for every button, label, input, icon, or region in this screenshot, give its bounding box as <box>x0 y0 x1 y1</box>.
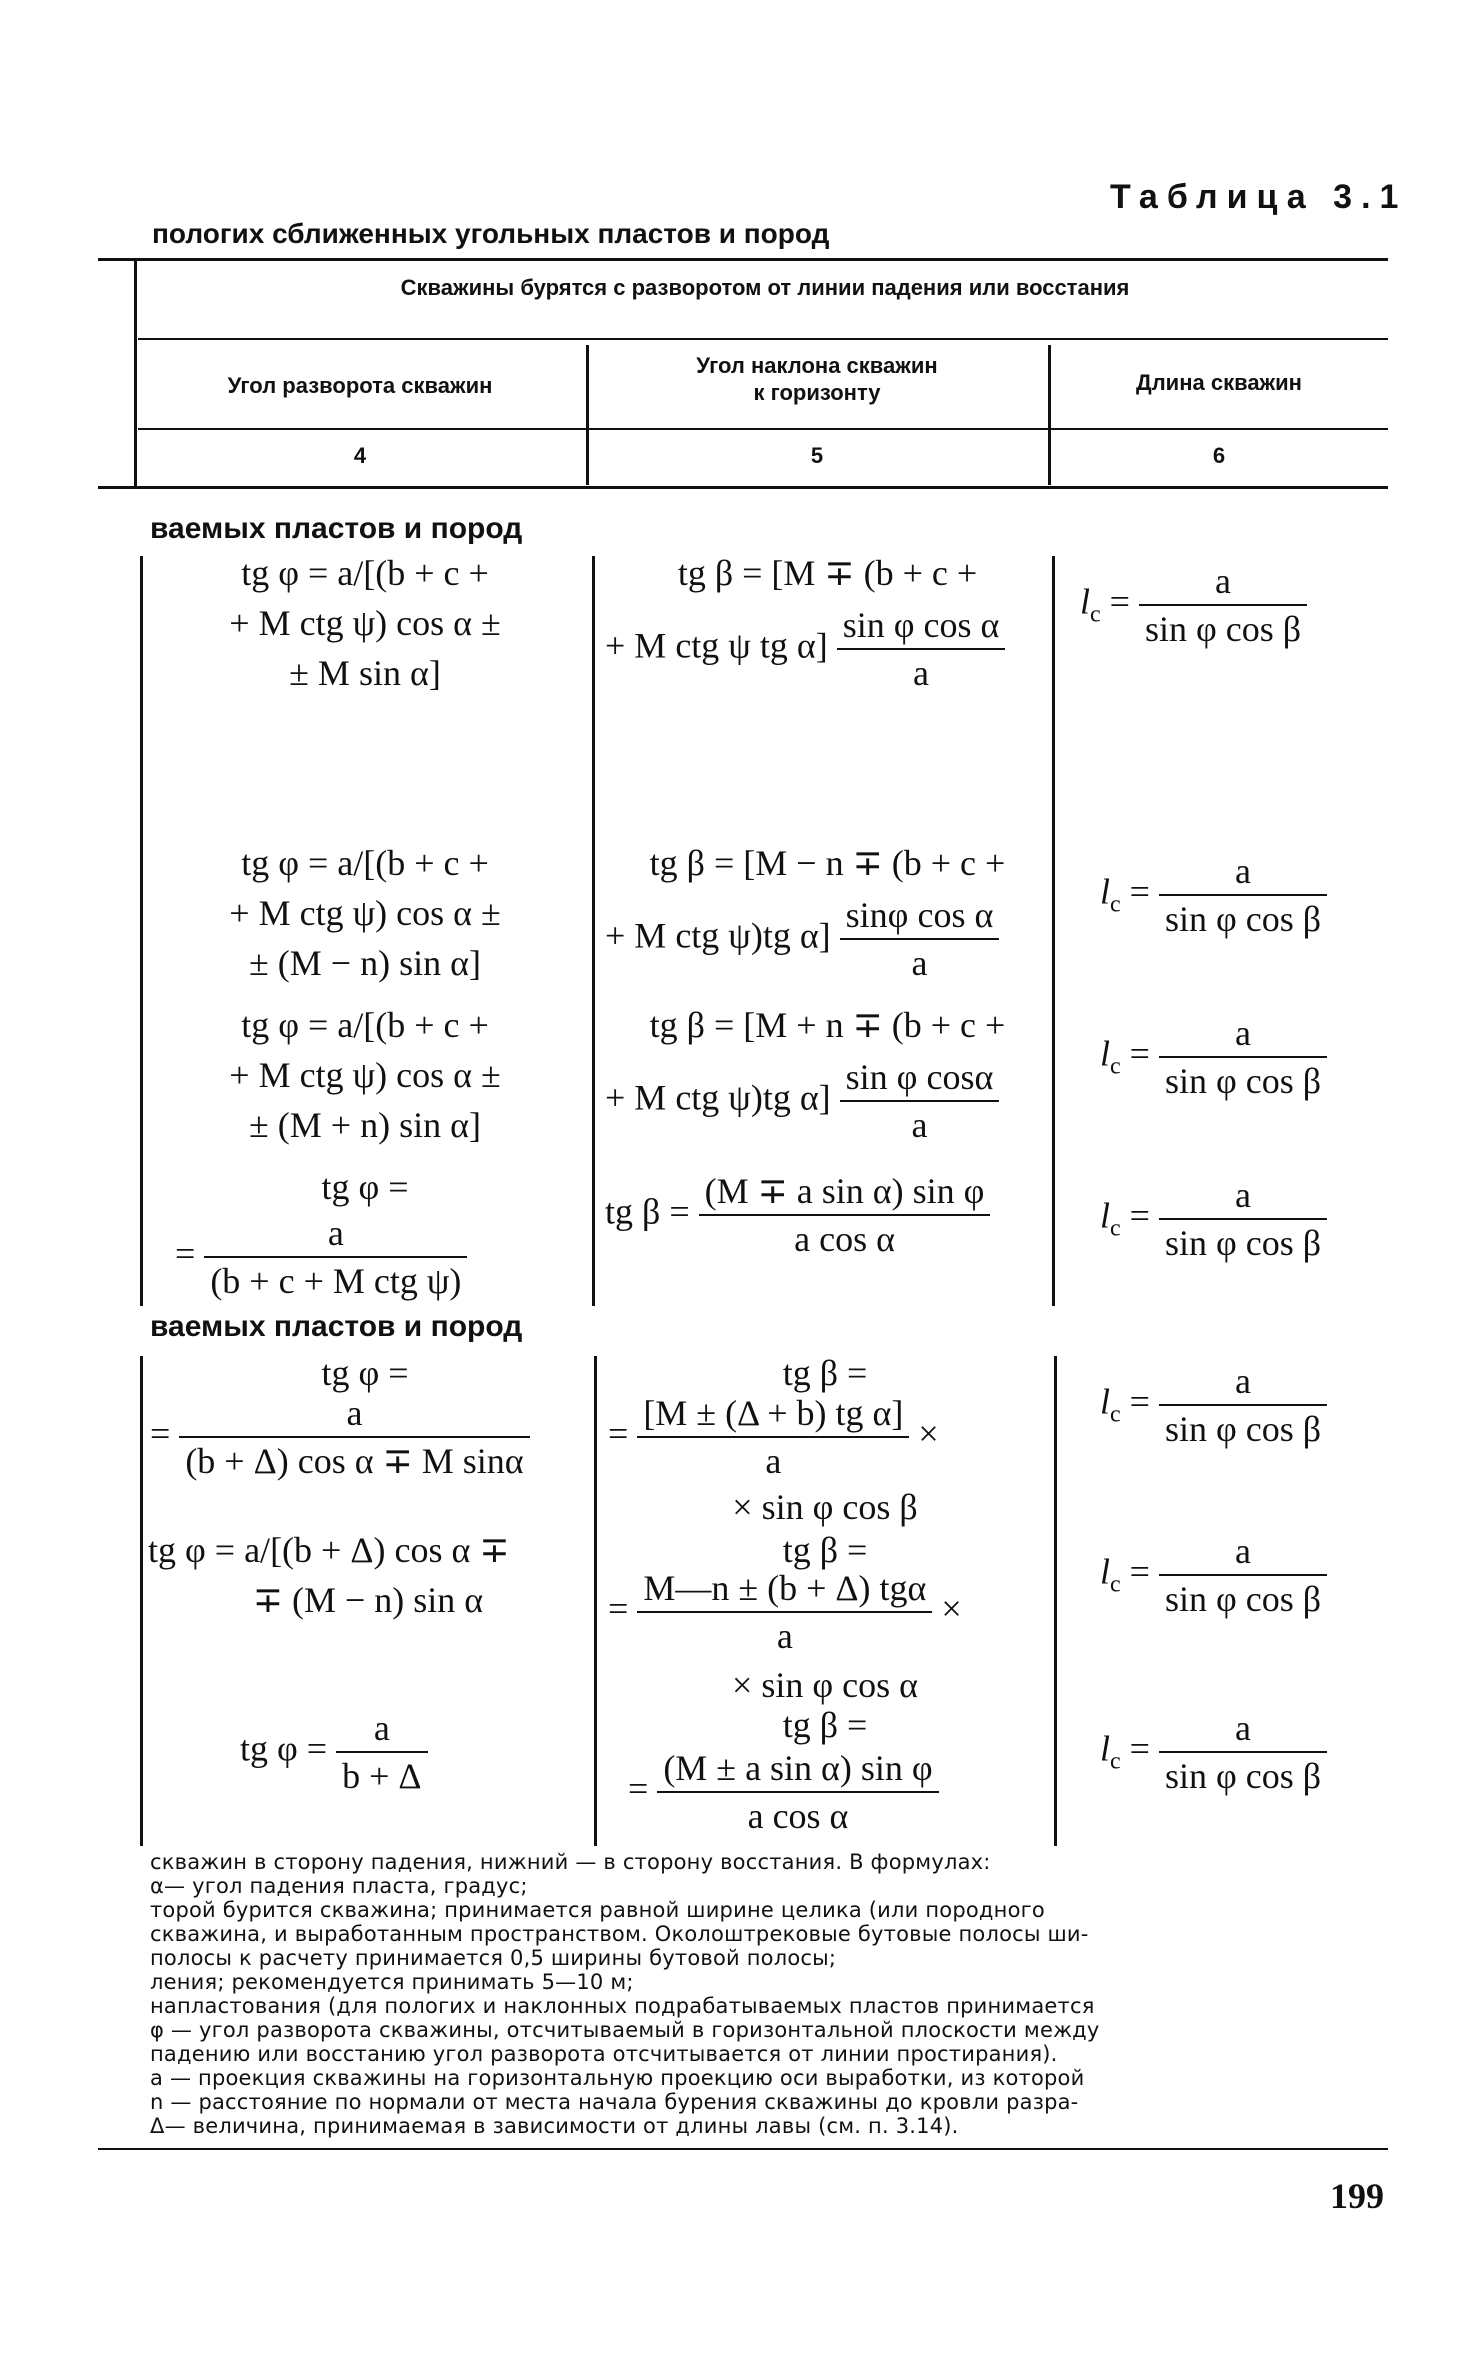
note-line: скважина, и выработанным пространством. Околоштрековые бутовые полосы ши- <box>150 1922 1089 1946</box>
note-line: φ — угол разворота скважины, отсчитываемый в горизонтальной плоскости между <box>150 2018 1100 2042</box>
s1-col-div-2 <box>1052 556 1055 1306</box>
table-caption: пологих сближенных угольных пластов и пород <box>152 218 830 249</box>
r3-col6: $l_c$ = $\frac{a}{\text{sin φ cos β}}$ <box>1100 1010 1327 1104</box>
r2-col6: $l_c$ = $\frac{a}{\text{sin φ cos β}}$ <box>1100 848 1327 942</box>
r1-col4: tg φ = a/[(b + c + + M ctg ψ) cos α ± ± M sin α] <box>229 553 501 693</box>
s2-col-div-1 <box>594 1356 597 1846</box>
s2-col-div-2 <box>1054 1356 1057 1846</box>
header-col5-line2: к горизонту <box>753 380 881 405</box>
s2r2-col6: $l_c$ = $\frac{a}{\text{sin φ cos β}}$ <box>1100 1528 1327 1622</box>
s2r1-col5-tail: × sin φ cos β <box>732 1487 918 1527</box>
s2r1-col4-frac: = $\frac{a}{\text{(b + Δ) cos α ∓ M sinα}}$ <box>150 1390 530 1484</box>
s1-left-rule <box>140 556 143 1306</box>
s2r1-col4-top: tg φ = <box>321 1353 409 1393</box>
page-number: 199 <box>1330 2176 1384 2216</box>
notes-block <box>150 1850 1390 2138</box>
s2r1-col5-frac: = $\frac{\text{[M ± (Δ + b) tg α]}}{a}$ × <box>608 1390 939 1484</box>
note-line: торой бурится скважина; принимается равной ширине целика (или породного <box>150 1898 1045 1922</box>
r1-col5: tg β = [M ∓ (b + c + + M ctg ψ tg α] $\frac{\text{sin φ cos α}}{a}$ <box>605 548 1050 696</box>
header-bottom-rule <box>98 486 1388 489</box>
r2-col5: tg β = [M − n ∓ (b + c + + M ctg ψ)tg α] $\frac{\text{sinφ cos α}}{a}$ <box>605 843 1006 983</box>
r3-col5: tg β = [M + n ∓ (b + c + + M ctg ψ)tg α] $\frac{\text{sin φ cosα}}{a}$ <box>605 1005 1006 1145</box>
s2r2-col5-tail: × sin φ cos α <box>732 1665 918 1705</box>
header-num-rule <box>138 428 1388 430</box>
header-col-div-2 <box>1048 345 1051 485</box>
header-num-6: 6 <box>1212 443 1226 468</box>
r2-col4: tg φ = a/[(b + c + + M ctg ψ) cos α ± ± (M − n) sin α] <box>229 843 501 983</box>
note-line: падению или восстанию угол разворота отсчитывается от линии простирания). <box>150 2042 1058 2066</box>
s2r3-col5-frac: = $\frac{\text{(M ± a sin α) sin φ}}{\text{a cos α}}$ <box>628 1745 939 1839</box>
note-line: скважин в сторону падения, нижний — в сторону восстания. В формулах: <box>150 1850 991 1874</box>
r4-col5: tg β = $\frac{\text{(M ∓ a sin α) sin φ}}{\text{a cos α}}$ <box>605 1168 990 1262</box>
r4-col4-top: tg φ = <box>321 1167 409 1207</box>
s2r2-col4: tg φ = a/[(b + Δ) cos α ∓ ∓ (M − n) sin α <box>148 1530 510 1620</box>
header-col6: Длина скважин <box>1136 370 1302 395</box>
note-line: n — расстояние по нормали от места начала бурения скважины до кровли разра- <box>150 2090 1079 2114</box>
header-num-4: 4 <box>353 443 367 468</box>
s2r1-col5-top: tg β = <box>782 1353 868 1393</box>
r3-col4: tg φ = a/[(b + c + + M ctg ψ) cos α ± ± (M + n) sin α] <box>229 1005 501 1145</box>
r4-col4-frac: = $\frac{a}{\text{(b + c + M ctg ψ)}}$ <box>175 1210 467 1304</box>
header-mid-rule <box>138 338 1388 340</box>
note-line: ления; рекомендуется принимать 5—10 м; <box>150 1970 634 1994</box>
s2-left-rule <box>140 1356 143 1846</box>
note-line: a — проекция скважины на горизонтальную проекцию оси выработки, из которой <box>150 2066 1085 2090</box>
header-col5-line1: Угол наклона скважин <box>696 353 938 378</box>
section1-title: ваемых пластов и пород <box>150 512 523 545</box>
header-top-rule <box>98 258 1388 261</box>
footer-rule <box>98 2148 1388 2150</box>
s2r2-col5-frac: = $\frac{\text{M—n ± (b + Δ) tgα}}{a}$ × <box>608 1565 962 1659</box>
header-col4: Угол разворота скважин <box>227 373 493 398</box>
header-left-rule <box>134 260 137 488</box>
header-span-title: Скважины бурятся с разворотом от линии падения или восстания <box>400 275 1130 300</box>
s2r3-col4: tg φ = $\frac{a}{b + \Delta}$ <box>240 1705 428 1799</box>
header-col-div-1 <box>586 345 589 485</box>
note-line: полосы к расчету принимается 0,5 ширины бутовой полосы; <box>150 1946 837 1970</box>
r4-col6: $l_c$ = $\frac{a}{\text{sin φ cos β}}$ <box>1100 1172 1327 1266</box>
s2r2-col5-top: tg β = <box>782 1530 868 1570</box>
header-num-5: 5 <box>810 443 824 468</box>
s2r3-col5-top: tg β = <box>782 1705 868 1745</box>
s1-col-div-1 <box>592 556 595 1306</box>
r1-col6: $l_c$ = $\frac{a}{\text{sin φ cos β}}$ <box>1080 558 1307 652</box>
note-line: Δ— величина, принимаемая в зависимости от длины лавы (см. п. 3.14). <box>150 2114 959 2138</box>
s2r1-col6: $l_c$ = $\frac{a}{\text{sin φ cos β}}$ <box>1100 1358 1327 1452</box>
note-line: напластования (для пологих и наклонных подрабатываемых пластов принимается <box>150 1994 1095 2018</box>
table-label: Таблица 3.1 <box>1110 178 1408 216</box>
section2-title: ваемых пластов и пород <box>150 1310 523 1343</box>
s2r3-col6: $l_c$ = $\frac{a}{\text{sin φ cos β}}$ <box>1100 1705 1327 1799</box>
note-line: α— угол падения пласта, градус; <box>150 1874 528 1898</box>
